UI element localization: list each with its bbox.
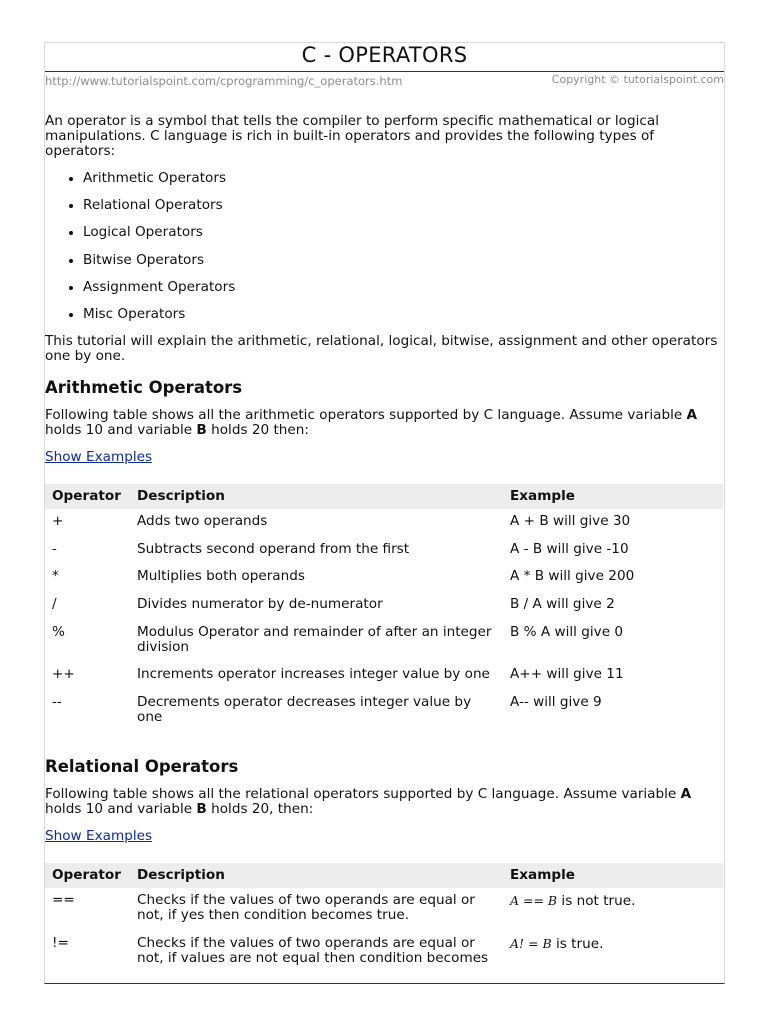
description-cell: Increments operator increases integer value by one [137,666,490,683]
page-title: C - OPERATORS [301,43,468,67]
description-cell: Modulus Operator and remainder of after an integer division [137,623,492,655]
lead-text: holds 10 and variable [45,422,197,439]
operator-cell: ++ [52,666,75,683]
table-row [45,537,723,565]
example-cell: A * B will give 200 [510,568,635,585]
var-b: B [196,801,207,818]
table-row [45,620,723,663]
table-row [45,564,723,592]
description-cell: Subtracts second operand from the first [137,540,410,557]
arithmetic-show-examples-link[interactable]: Show Examples [45,449,153,466]
operator-cell: % [52,623,65,640]
outro-paragraph: This tutorial will explain the arithmetic, relational, logical, bitwise, assignment and other operators one by one. [45,333,718,365]
list-item: Relational Operators [83,198,723,213]
example-text: is not true. [557,893,636,910]
list-item: Logical Operators [83,225,723,240]
arithmetic-lead [45,408,723,438]
content [45,114,723,973]
table-row [45,888,723,931]
title-divider [45,71,724,72]
example-cell [503,888,723,931]
lead-text: holds 10 and variable [45,801,197,818]
table-row [45,592,723,620]
column-header: Operator [45,863,130,888]
example-cell: B / A will give 2 [510,595,615,612]
example-cell: A-- will give 9 [510,693,602,710]
column-header: Description [130,484,503,509]
relational-show-examples-link[interactable]: Show Examples [45,828,153,845]
operator-cell: == [52,892,75,909]
table-row [45,509,723,537]
description-cell: Divides numerator by de-numerator [137,595,383,612]
description-cell: Decrements operator decreases integer value by one [137,693,472,725]
relational-table [45,863,723,973]
table-header-row [45,484,723,509]
table-header-row [45,863,723,888]
example-cell: A++ will give 11 [510,666,624,683]
table-row [45,662,723,690]
example-cell: B % A will give 0 [510,623,624,640]
example-text: is true. [551,935,604,952]
lead-text: Following table shows all the arithmetic operators supported by C language. Assume variable [45,407,687,424]
example-cell: A + B will give 30 [510,513,631,530]
example-math: A == B [510,893,558,909]
description-cell: Multiplies both operands [137,568,305,585]
arithmetic-heading: Arithmetic Operators [45,378,243,398]
operator-cell: != [52,934,69,951]
relational-heading: Relational Operators [45,757,239,777]
operator-cell: + [52,513,64,530]
description-cell: Checks if the values of two operands are equal or not, if values are not equal then condition becomes [137,934,489,966]
description-cell: Adds two operands [137,513,268,530]
list-item: Bitwise Operators [83,253,723,268]
relational-lead [45,787,723,817]
lead-text: Following table shows all the relational operators supported by C language. Assume variable [45,786,681,803]
column-header: Example [503,484,723,509]
arithmetic-table [45,484,723,732]
intro-paragraph: An operator is a symbol that tells the compiler to perform specific mathematical or logical manipulations. C language is rich in built-in operators and provides the following types of operators: [45,113,659,159]
lead-text: holds 20, then: [206,801,314,818]
operator-cell: -- [52,693,62,710]
table-row [45,690,723,733]
var-a: A [680,786,692,803]
column-header: Example [503,863,723,888]
var-b: B [196,422,207,439]
example-cell: A - B will give -10 [510,540,629,557]
description-cell: Checks if the values of two operands are equal or not, if yes then condition becomes true. [137,892,475,924]
list-item: Assignment Operators [83,280,723,295]
copyright-notice: Copyright © tutorialspoint.com [551,73,724,86]
source-url: http://www.tutorialspoint.com/cprogramming/c_operators.htm [45,74,403,88]
list-item: Arithmetic Operators [83,171,723,186]
operator-cell: / [52,595,57,612]
var-a: A [686,407,698,424]
operator-cell: * [52,568,59,585]
column-header: Description [130,863,503,888]
lead-text: holds 20 then: [206,422,309,439]
column-header: Operator [45,484,130,509]
example-math: A! = B [510,935,552,951]
document-page [44,42,725,984]
operator-types-list [45,171,723,322]
list-item: Misc Operators [83,307,723,322]
example-cell [503,931,723,974]
operator-cell: - [52,540,57,557]
table-row [45,931,723,974]
